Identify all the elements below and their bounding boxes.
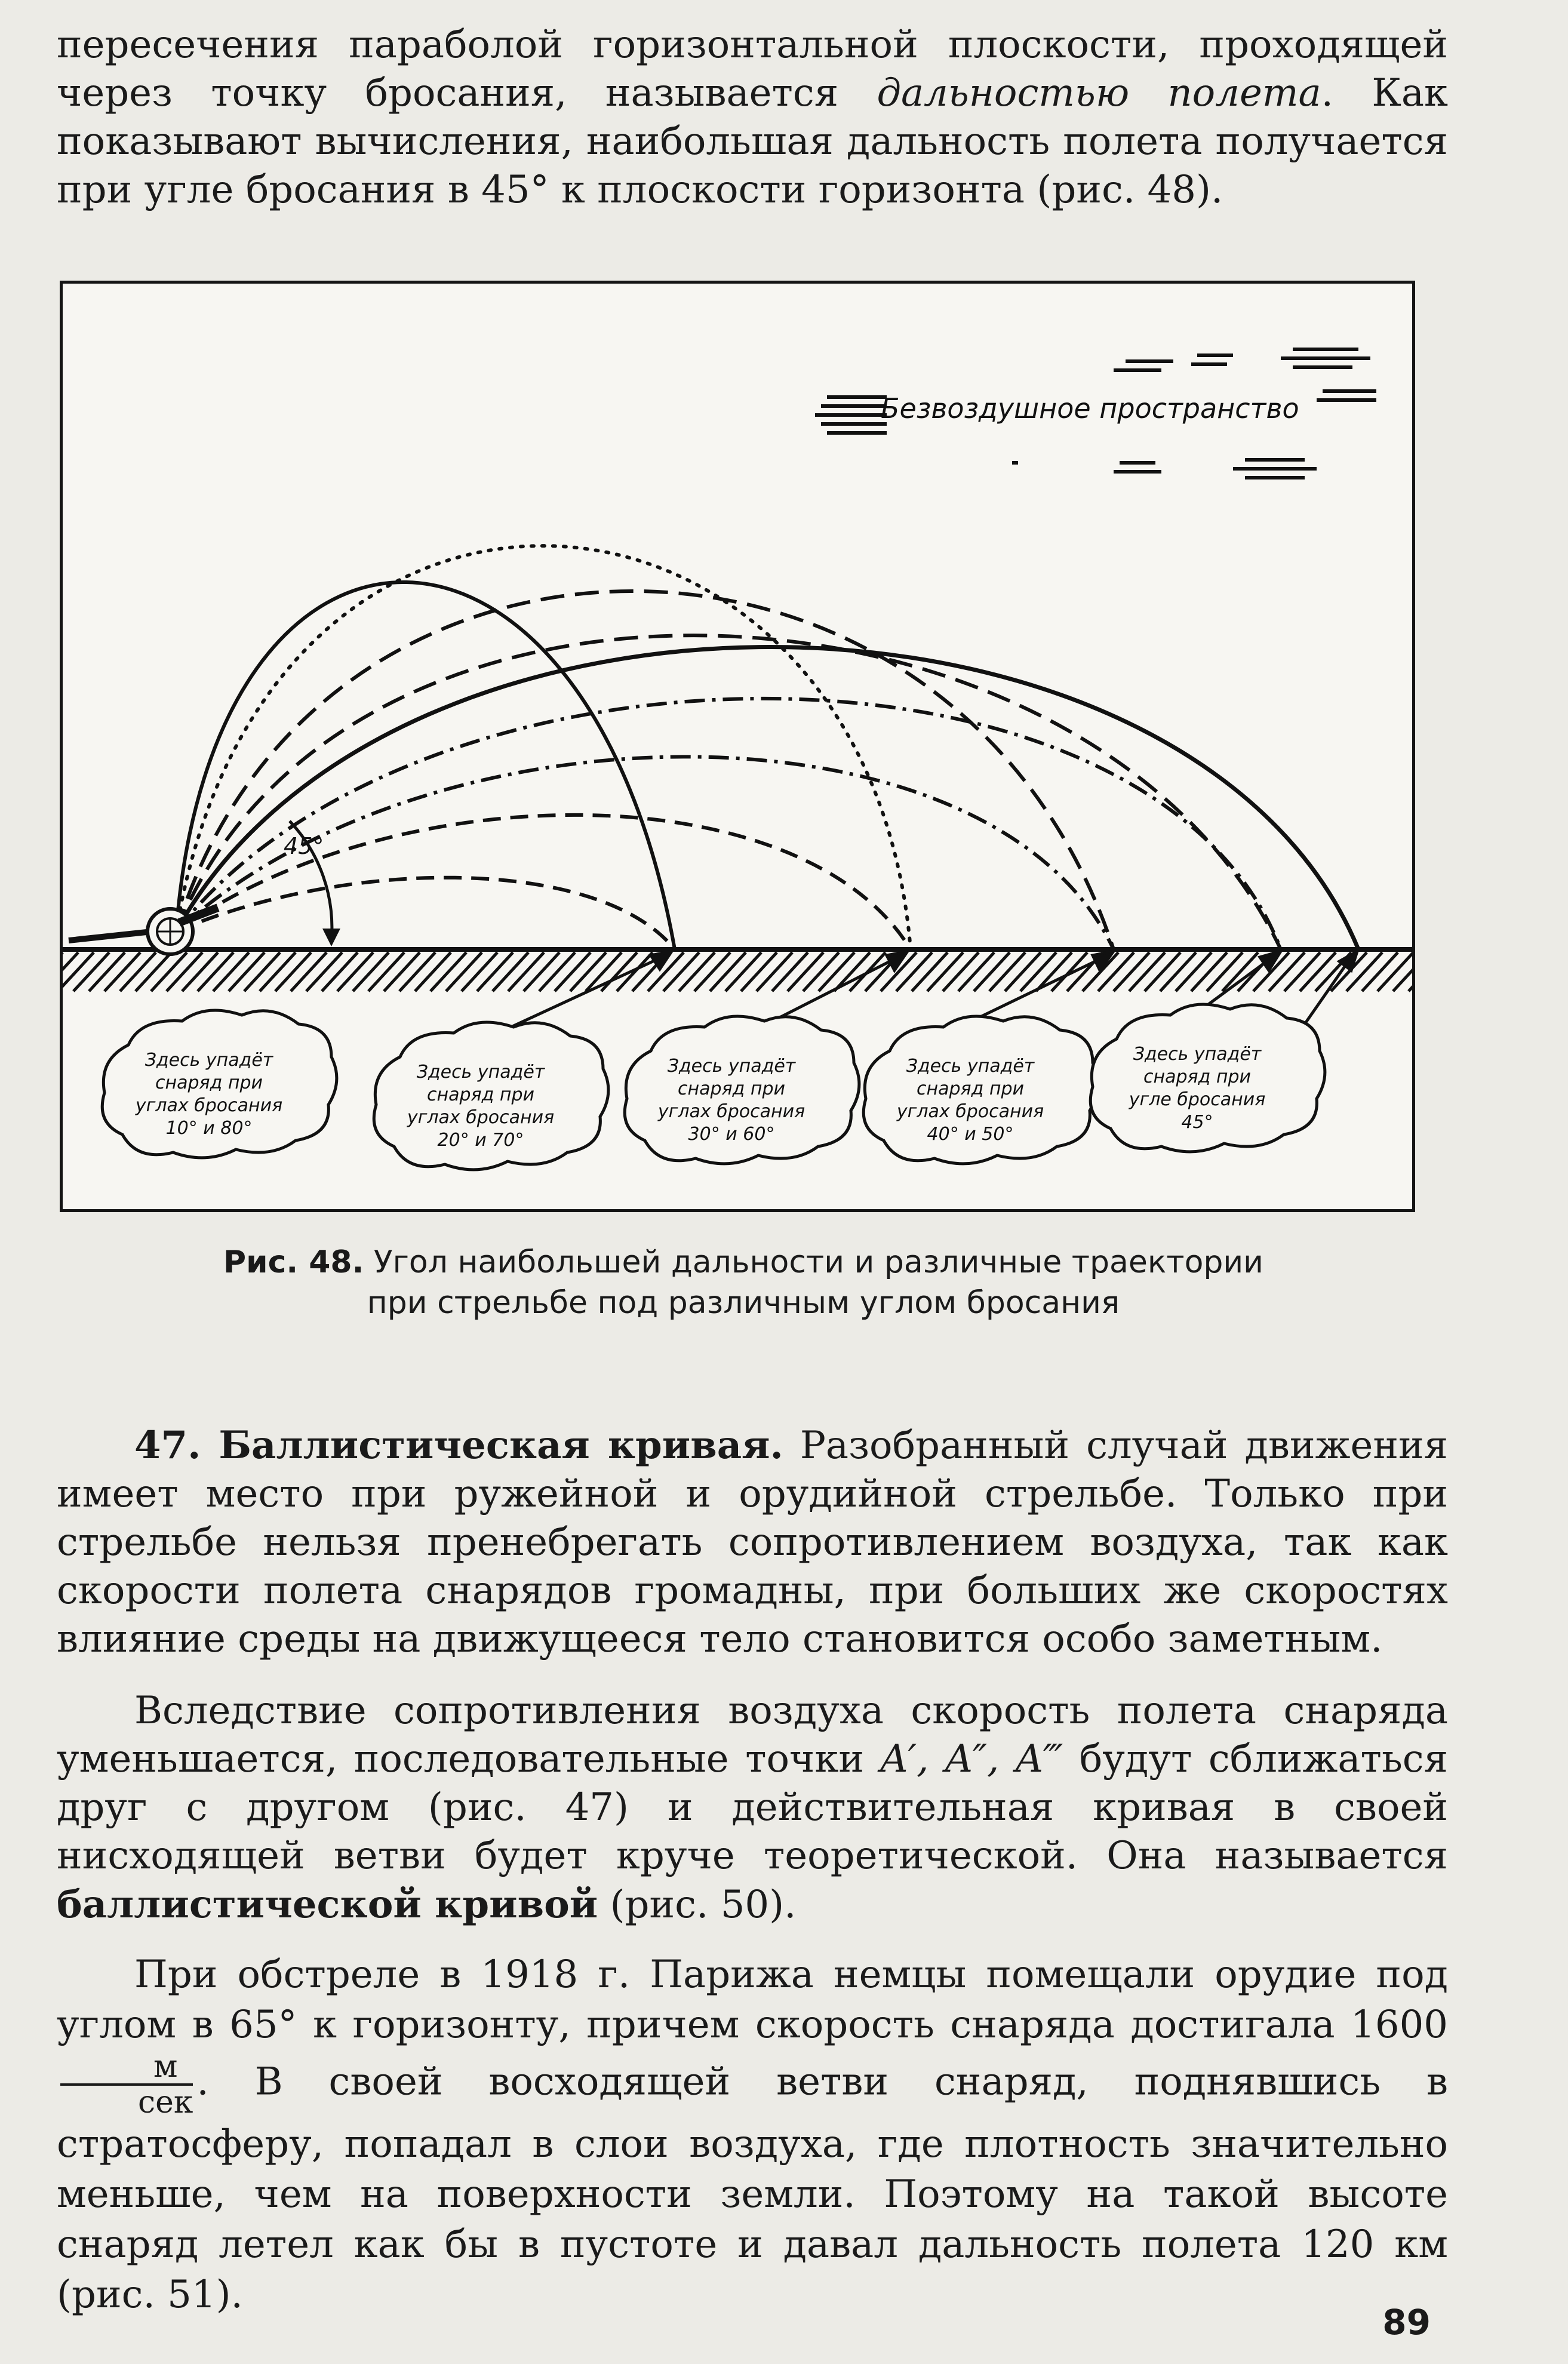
cloud-text-line: угле бросания (1129, 1089, 1266, 1110)
term-flight-range: дальностью полета (877, 71, 1321, 115)
ground (63, 949, 1412, 994)
unit-numerator: м (60, 2050, 193, 2086)
caption-line-1: Угол наибольшей дальности и различные траектории (373, 1244, 1263, 1280)
trajectory-50 (176, 635, 1281, 949)
cloud-3 (625, 1016, 859, 1164)
caption-line-2: при стрельбе под различным углом бросания (367, 1285, 1120, 1321)
p3-text-2: . В своей восходящей ветви снаряд, поднявшись в стратосферу, попадал в слои воздуха, где плотность значительно меньше, чем на поверхности земли. Поэтому на такой высоте снаряд летел как бы в пустоте и давал дальность полета 120 км (рис. 51). (57, 2059, 1448, 2317)
section-47-paragraph-2 (57, 1687, 1448, 1929)
airless-space-label: Безвоздушное пространство (881, 392, 1299, 425)
figure-48 (60, 281, 1415, 1212)
caption-label: Рис. 48. (223, 1244, 364, 1280)
trajectory-diagram (63, 284, 1412, 1209)
cloud-text-line: углах бросания (657, 1101, 805, 1122)
cloud-text-line: Здесь упадёт (1133, 1044, 1262, 1065)
page-number: 89 (1382, 2302, 1431, 2343)
p3-text-1: При обстреле в 1918 г. Парижа немцы помещали орудие под углом в 65° к горизонту, причем скорость снаряда достигала 1600 (57, 1953, 1448, 2047)
cloud-text-line: 30° и 60° (688, 1124, 775, 1145)
section-47-paragraph-1 (57, 1421, 1448, 1664)
cloud-text-line: снаряд при (1143, 1066, 1252, 1087)
section-title: 47. Баллистическая кривая. (134, 1423, 783, 1468)
cloud-text-line: Здесь упадёт (906, 1056, 1035, 1077)
cloud-2 (374, 1022, 608, 1170)
cloud-text-line: снаряд при (426, 1084, 535, 1105)
cloud-text-line: снаряд при (155, 1072, 263, 1093)
cloud-text-line: Здесь упадёт (144, 1050, 273, 1071)
p2-text-1: Вследствие сопротивления воздуха скорость полета снаряда уменьшается, последовательные точки (57, 1689, 1448, 1781)
cloud-text-line: углах бросания (407, 1107, 555, 1128)
figure-caption (107, 1242, 1379, 1323)
points-a: A′, A″, A‴ (880, 1737, 1063, 1781)
cloud-text-line: 20° и 70° (437, 1130, 524, 1151)
unit-denominator: сек (138, 2085, 193, 2120)
cloud-4 (863, 1016, 1098, 1164)
trajectory-45 (176, 647, 1358, 949)
section-text-1: Разобранный случай движения имеет место при ружейной и орудийной стрельбе. Только при стрельбе нельзя пренебрегать сопротивлением воздуха, так как скорости полета снарядов громадны, при больших же скоростях влияние среды на движущееся тело становится особо заметным. (57, 1424, 1449, 1661)
cloud-text-line: 40° и 50° (927, 1124, 1014, 1145)
cloud-text-line: снаряд при (916, 1078, 1025, 1099)
trajectories (176, 546, 1358, 949)
cloud-text-line: углах бросания (135, 1095, 283, 1116)
cloud-text-line: Здесь упадёт (416, 1062, 545, 1083)
landing-clouds (102, 1004, 1325, 1170)
trajectory-70 (176, 546, 911, 949)
angle-45-label: 45° (284, 833, 324, 859)
unit-fraction (60, 2050, 193, 2119)
top-paragraph-text-1: пересечения параболой горизонтальной плоскости, проходящей через точку бросания, называется (57, 23, 1448, 115)
cloud-text-line: 45° (1181, 1112, 1213, 1133)
section-47-paragraph-3 (57, 1950, 1448, 2320)
cloud-text-line: углах бросания (896, 1101, 1044, 1122)
cloud-text-line: Здесь упадёт (667, 1056, 796, 1077)
cloud-text-line: 10° и 80° (165, 1118, 253, 1139)
trajectory-40 (176, 699, 1281, 949)
cloud-5 (1090, 1004, 1325, 1152)
angle-45-marker (284, 821, 340, 946)
p2-text-3: (рис. 50). (598, 1883, 797, 1927)
p2-text-2: будут сближаться друг с другом (рис. 47) и действительная кривая в своей нисходящей ветви будет круче теоретической. Она называется (57, 1737, 1449, 1878)
top-paragraph-text-2: . Как показывают вычисления, наибольшая дальность полета получается при угле бросания в 45° к плоскости горизонта (рис. 48). (57, 71, 1448, 212)
term-ballistic-curve: баллистической кривой (57, 1882, 598, 1927)
cloud-text-line: снаряд при (677, 1078, 786, 1099)
trajectory-60 (176, 591, 1114, 949)
top-paragraph (57, 21, 1448, 214)
cloud-1 (102, 1010, 337, 1158)
